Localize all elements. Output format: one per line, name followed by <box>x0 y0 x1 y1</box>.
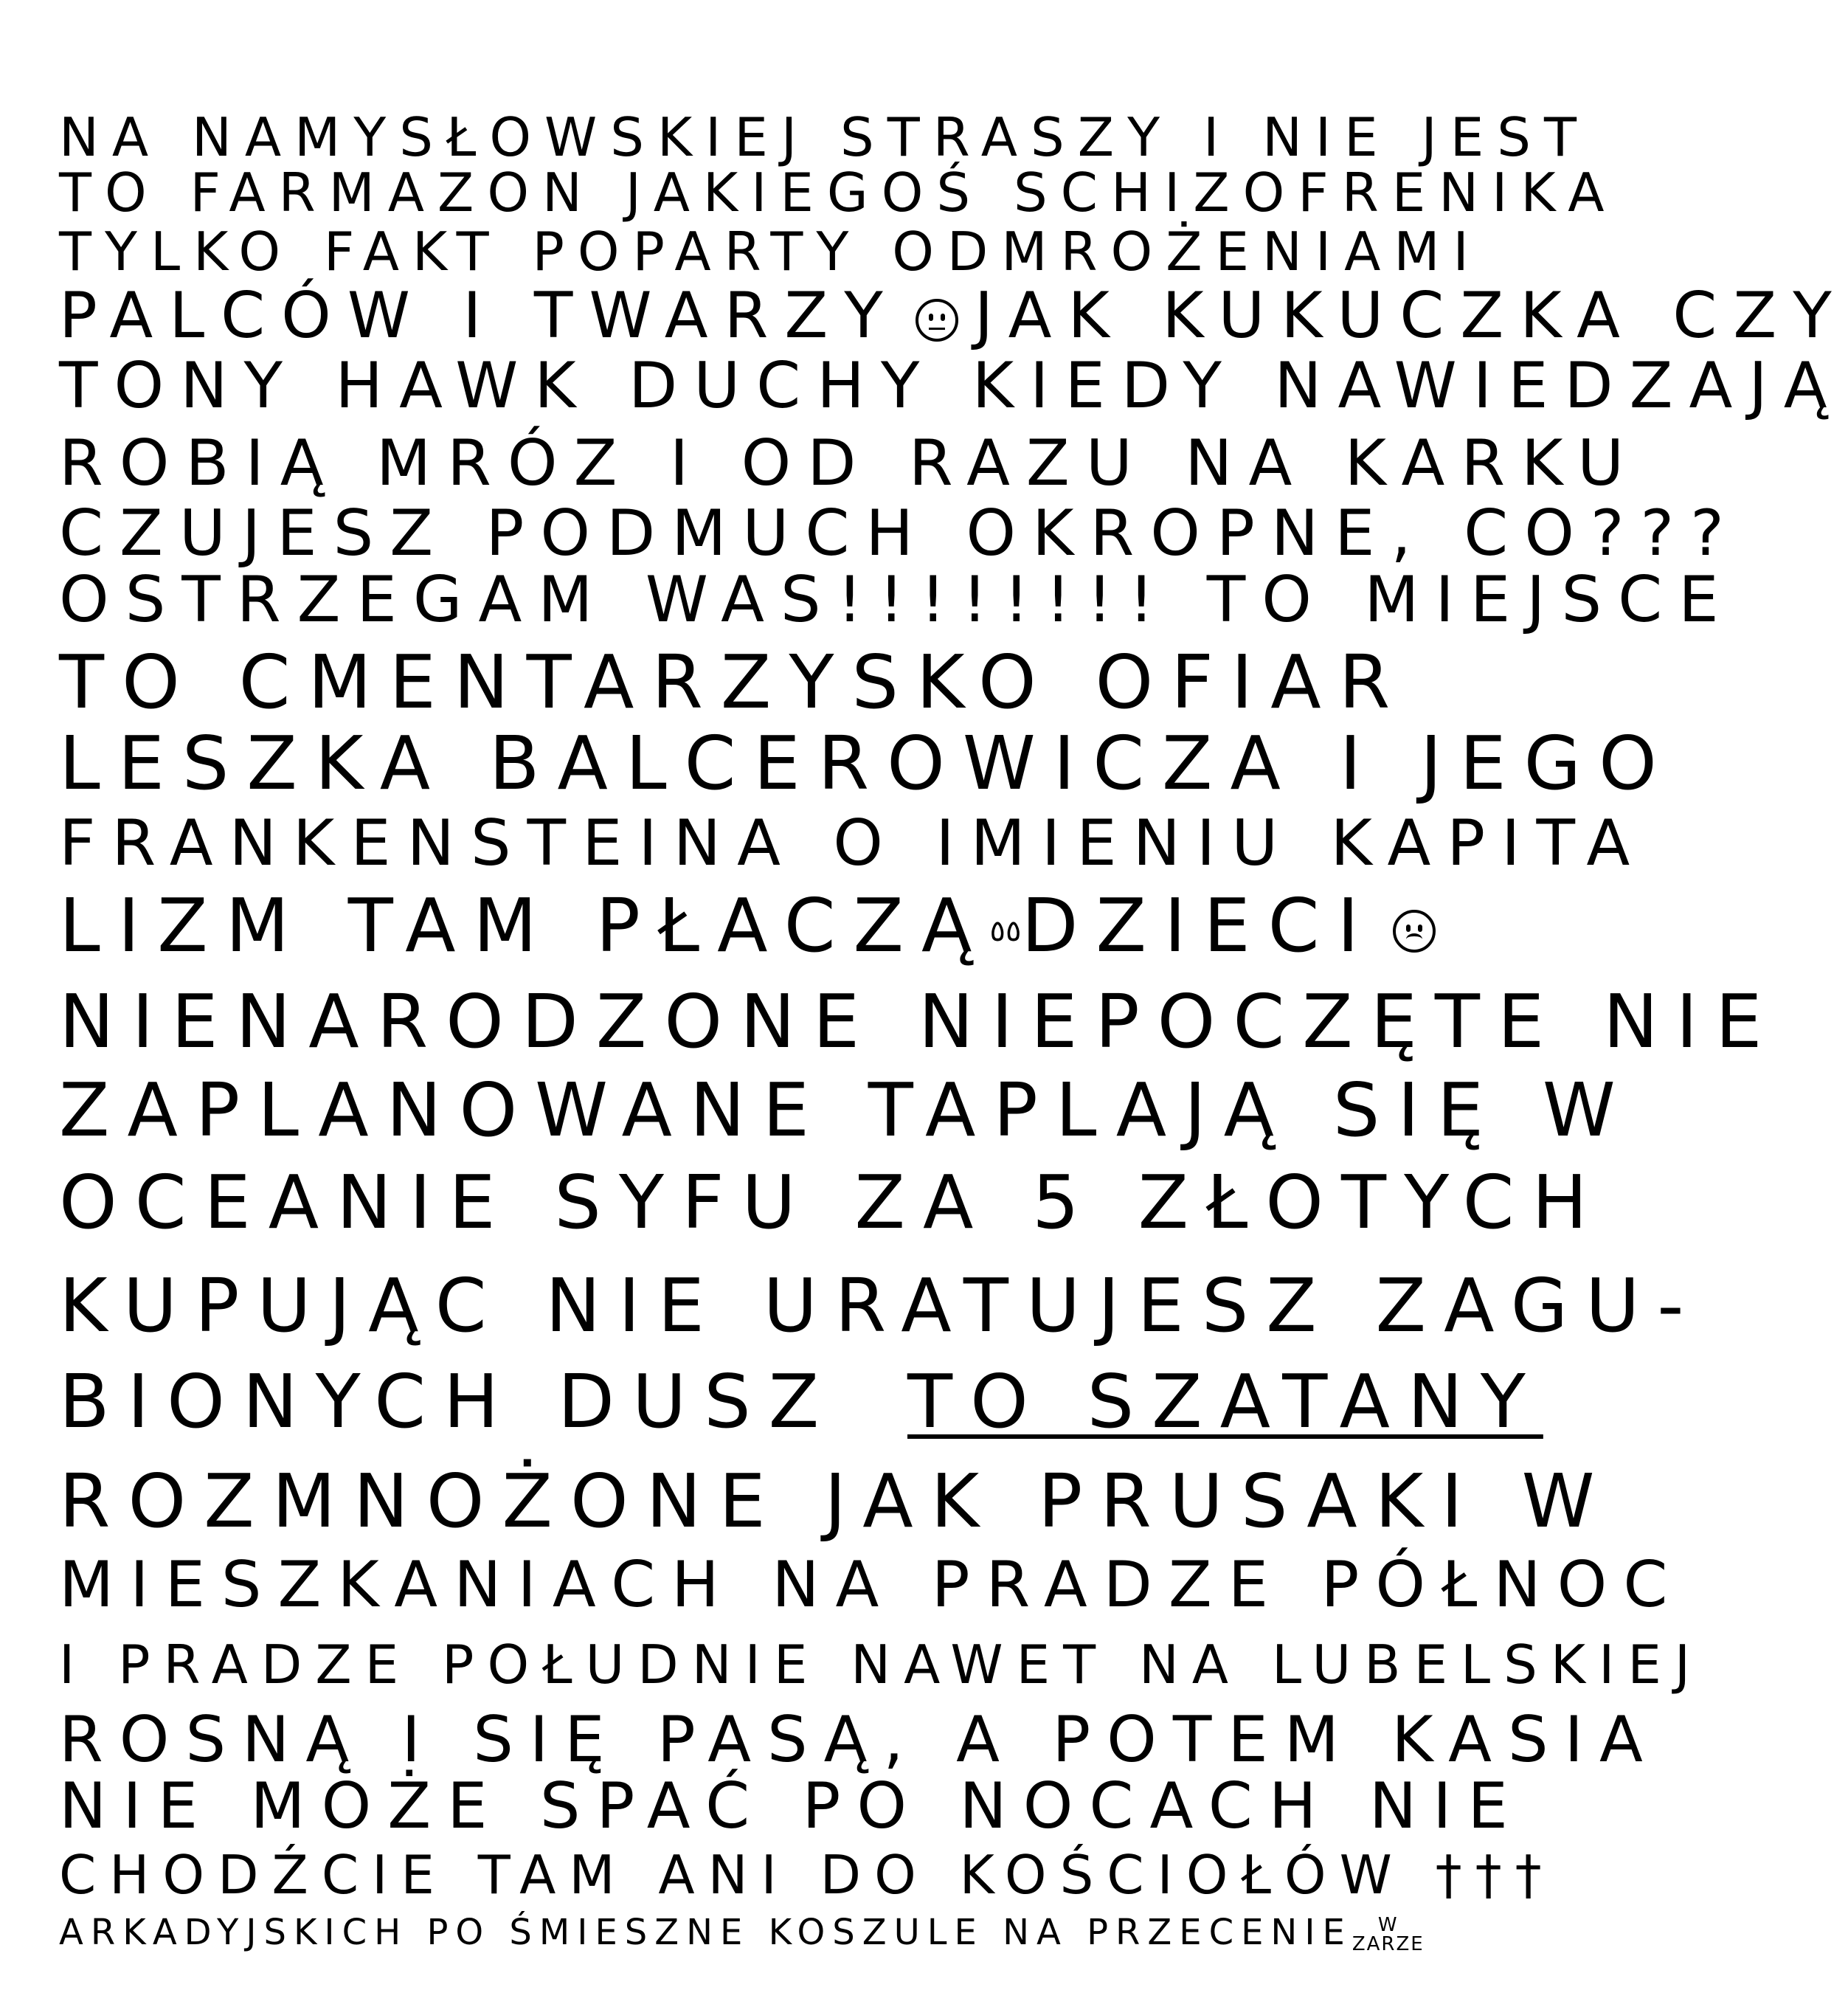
stacked-top: W <box>1377 1914 1399 1936</box>
text-line-15: OCEANIE SYFU ZA 5 ZŁOTYCH <box>59 1159 1605 1245</box>
tears-icon: ٥٥ <box>989 913 1022 948</box>
text-line-23: CHODŹCIE TAM ANI DO KOŚCIOŁÓW ††† <box>59 1844 1555 1906</box>
text-line-1: NA NAMYSŁOWSKIEJ STRASZY I NIE JEST <box>59 106 1590 168</box>
text-line-4 <box>59 279 1848 353</box>
stacked-bottom: ZARZE <box>1352 1933 1425 1955</box>
text-line-22: NIE MOŻE SPAĆ PO NOCACH NIE <box>59 1769 1524 1843</box>
text-line-12 <box>59 882 1377 969</box>
sad-face-icon <box>1393 910 1436 953</box>
underlined-text: TO SZATANY <box>907 1358 1543 1445</box>
stacked-text <box>1352 1915 1425 1954</box>
text-line-9: TO CMENTARZYSKO OFIAR <box>59 639 1408 725</box>
text-line-24 <box>59 1912 1425 1955</box>
text-line-7: CZUJESZ PODMUCH OKROPNE, CO??? <box>59 497 1740 570</box>
text-segment: LIZM TAM PŁACZĄ <box>59 882 990 969</box>
text-line-5: TONY HAWK DUCHY KIEDY NAWIEDZAJĄ <box>59 349 1844 423</box>
text-line-21: ROSNĄ I SIĘ PASĄ, A POTEM KASIA <box>59 1703 1659 1777</box>
text-line-19: MIESZKANIACH NA PRADZE PÓŁNOC <box>59 1548 1684 1622</box>
text-line-3: TYLKO FAKT POPARTY ODMROŻENIAMI <box>59 221 1482 283</box>
text-line-16: KUPUJĄC NIE URATUJESZ ZAGU- <box>59 1262 1702 1349</box>
text-segment: JAK KUKUCZKA CZY <box>974 279 1848 353</box>
text-line-2: TO FARMAZON JAKIEGOŚ SCHIZOFRENIKA <box>59 162 1618 224</box>
text-line-11: FRANKENSTEINA O IMIENIU KAPITA <box>59 806 1647 880</box>
text-segment: DZIECI <box>1021 882 1377 969</box>
text-line-10: LESZKA BALCEROWICZA I JEGO <box>59 720 1675 806</box>
text-line-14: ZAPLANOWANE TAPLAJĄ SIĘ W <box>59 1067 1633 1153</box>
smiley-face-icon <box>916 299 958 342</box>
text-segment: ARKADYJSKICH PO ŚMIESZNE KOSZULE NA PRZECENIE <box>59 1912 1352 1953</box>
text-line-13: NIENARODZONE NIEPOCZĘTE NIE <box>59 978 1780 1065</box>
text-line-18: ROZMNOŻONE JAK PRUSAKI W <box>59 1458 1613 1544</box>
text-line-8: OSTRZEGAM WAS!!!!!!!! TO MIEJSCE <box>59 563 1735 637</box>
text-segment: PALCÓW I TWARZY <box>59 279 899 353</box>
text-line-20: I PRADZE POŁUDNIE NAWET NA LUBELSKIEJ <box>59 1634 1704 1696</box>
text-line-6: ROBIĄ MRÓZ I OD RAZU NA KARKU <box>59 426 1641 500</box>
text-line-17 <box>59 1358 1543 1445</box>
text-segment: BIONYCH DUSZ <box>59 1358 837 1445</box>
